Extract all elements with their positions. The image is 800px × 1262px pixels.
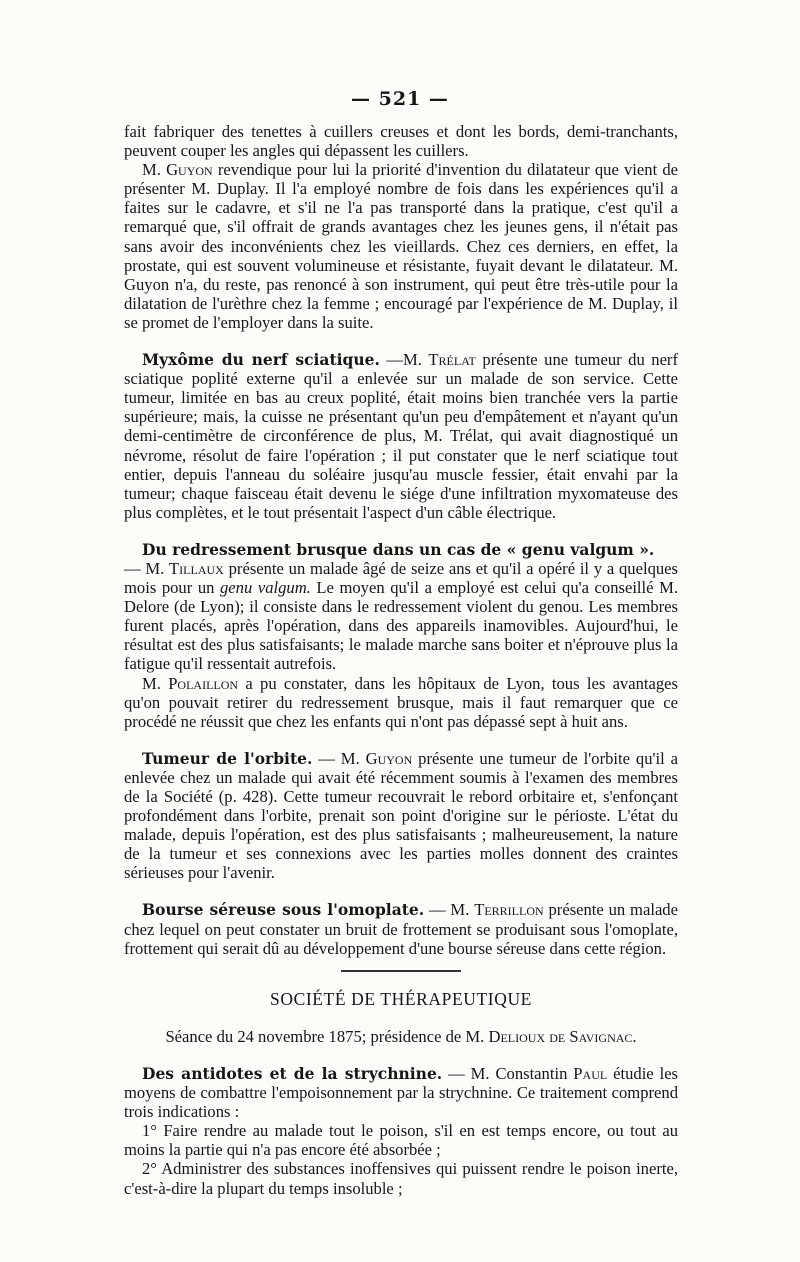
section-heading: Du redressement brusque dans un cas de « genu valgum ». (142, 539, 655, 559)
society-title: SOCIÉTÉ DE THÉRAPEUTIQUE (270, 988, 532, 1009)
section-antidotes (124, 1064, 678, 1121)
list-item-1: 1° Faire rendre au malade tout le poison, s'il en est temps encore, ou tout au moins la partie qui n'a pas encore été absorbée ; (124, 1121, 678, 1160)
dash: — M. (124, 558, 165, 578)
author-name: Trélat (428, 350, 476, 370)
paragraph-text: présente une tumeur du nerf sciatique poplité externe qu'il a enlevée sur un malade de son service. Cette tumeur, limitée en bas au creux poplité, était moins bien tranchée vers la partie supérieure; mais, la cuisse ne présentant qu'un peu d'empâtement et n'ayant qu'un demi-centimètre de circonférence de plus, M. Trélat, qui avait diagnostiqué un névrome, résolut de faire l'opération ; il put constater que le nerf sciatique tout entier, depuis l'anneau du soléaire jusqu'au muscle fessier, était envahi par la tumeur; chaque faisceau était devenu le siége d'une infiltration myxomateuse des plus complètes, et le tout présentait l'aspect d'un câble électrique. (124, 350, 678, 522)
text-block (124, 122, 678, 1198)
paragraph-text: Le moyen qu'il a employé est celui qu'a conseillé M. Delore (de Lyon); il consiste dans le redressement violent du genou. Les membres furent placés, après l'opération, dans des appareils inamovibles. Aujourd'hui, le résultat est des plus satisfaisants; le malade marche sans boiter et n'éprouve plus la fatigue qu'il ressentait autrefois. (124, 578, 678, 674)
author-name: Guyon (166, 160, 213, 180)
paragraph-text: a pu constater, dans les hôpitaux de Lyon, tous les avantages qu'on pouvait retirer du redressement brusque, mais il faut remarquer que ce procédé ne réussit que chez les enfants qui n'ont pas dépassé sept à huit ans. (124, 673, 678, 731)
seance-text: Séance du 24 novembre 1875; présidence de M. (165, 1026, 485, 1046)
paragraph-text: présente un malade chez lequel on peut constater un bruit de frottement se produisant sous l'omoplate, frottement qui serait dû au développement d'une bourse séreuse dans cette région. (124, 900, 678, 958)
section-redressement (124, 559, 678, 674)
paragraph-text: revendique pour lui la priorité d'invention du dilatateur que vient de présenter M. Duplay. Il l'a employé nombre de fois dans les expériences qu'il a faites sur le cadavre, et s'il ne l'a pas transporté dans la pratique, c'est qu'il a remarqué que, s'il offrait de grands avantages chez les jeunes gens, il n'était pas sans avoir des inconvénients chez les vieillards. Chez ces derniers, en effet, la prostate, qui est souvent volumineuse et résistante, fuyait devant le dilatateur. M. Guyon n'a, du reste, pas renoncé à son instrument, qui peut être très-utile pour la dilatation de l'urèthre chez la femme ; encouragé par l'expérience de M. Duplay, il se promet de l'employer dans la suite. (124, 160, 679, 332)
dash: —M. (386, 350, 422, 370)
prefix: M. (142, 673, 161, 693)
paragraph-text: présente une tumeur de l'orbite qu'il a enlevée chez un malade qui avait été récemment soumis à l'examen des membres de la Société (p. 428). Cette tumeur recouvrait le rebord orbitaire et, s'enfonçant profondément dans l'orbite, prenait son point d'origine sur le périoste. L'état du malade, depuis l'opération, est des plus satisfaisants ; malheureusement, la nature de la tumeur et ses connexions avec les parties molles donnent des craintes sérieuses pour l'avenir. (124, 748, 678, 883)
section-tumeur (124, 749, 678, 883)
section-bourse (124, 900, 678, 957)
paragraph-continuation: fait fabriquer des tenettes à cuillers creuses et dont les bords, demi-tranchants, peuvent couper les angles qui dépassent les cuillers. (124, 122, 678, 161)
author-name: Tillaux (169, 558, 224, 578)
paragraph-guyon-dilatateur (124, 160, 678, 332)
seance-line (124, 1027, 678, 1046)
president-name: Delioux de Savignac. (488, 1026, 637, 1046)
section-heading: Bourse séreuse sous l'omoplate. (142, 900, 425, 920)
section-heading: Myxôme du nerf sciatique. (142, 350, 380, 370)
section-heading-redressement (124, 540, 678, 559)
paragraph-text: présente un malade âgé de seize ans et qu'il a opéré il y a quelques mois pour un (124, 558, 678, 598)
author-name: Guyon (365, 748, 413, 768)
italic-term: genu valgum. (220, 578, 311, 598)
list-item-2: 2° Administrer des substances inoffensives qui puissent rendre le poison inerte, c'est-à-dire la plupart du temps insoluble ; (124, 1159, 678, 1198)
page-number: — 521 — (351, 88, 449, 110)
paragraph-polaillon (124, 674, 678, 731)
section-heading: Tumeur de l'orbite. (142, 748, 313, 768)
author-name: Paul (573, 1063, 608, 1083)
dash: — M. (429, 900, 470, 920)
author-name: Polaillon (168, 673, 239, 693)
prefix: M. (142, 160, 161, 180)
author-name: Terrillon (474, 900, 544, 920)
section-myxome (124, 350, 678, 522)
section-heading: Des antidotes et de la strychnine. (142, 1063, 443, 1083)
paragraph-text: étudie les moyens de combattre l'empoisonnement par la strychnine. Ce traitement comprend trois indications : (124, 1063, 679, 1122)
dash: — M. (318, 748, 360, 768)
dash: — M. Constantin (448, 1063, 568, 1083)
divider-rule (341, 970, 461, 972)
